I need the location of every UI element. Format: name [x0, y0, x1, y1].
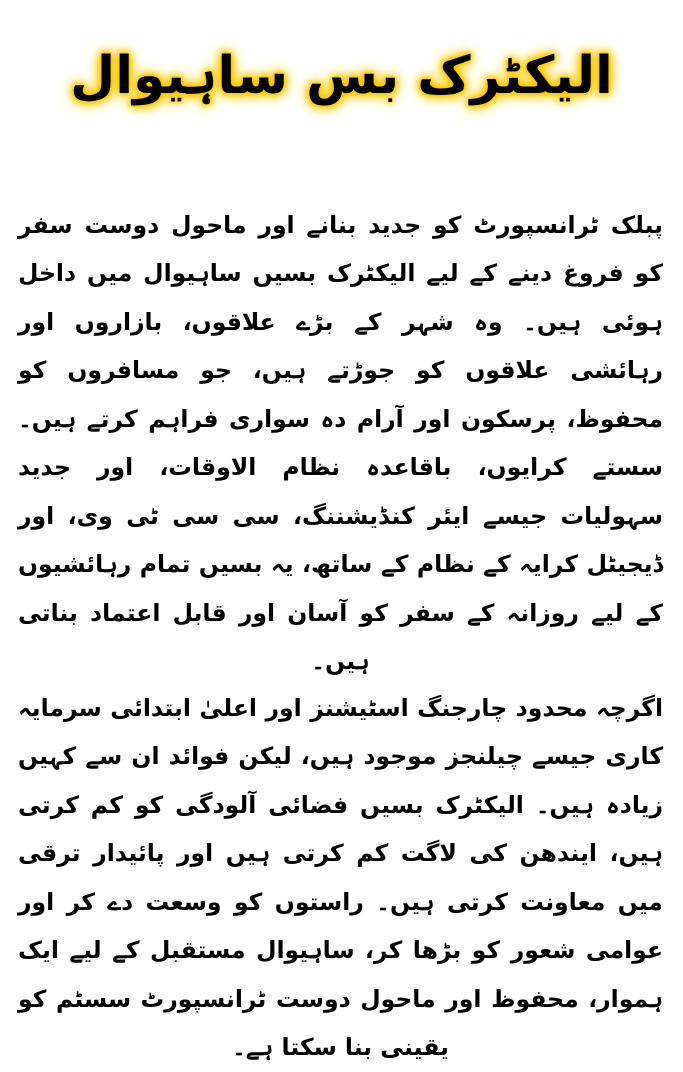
paragraph-challenges: اگرچہ محدود چارجنگ اسٹیشنز اور اعلیٰ ابتدائی سرمایہ کاری جیسے چیلنجز موجود ہیں، لیکن فوائد ان سے کہیں زیادہ ہیں۔ الیکٹرک بسیں فضائی آلودگی کو کم کرتی ہیں، ایندھن کی لاگت کم کرتی ہیں اور پائیدار ترقی میں معاونت کرتی ہیں۔ راستوں کو وسعت دے کر اور عوامی شعور کو بڑھا کر، ساہیوال مستقبل کے لیے ایک ہموار، محفوظ اور ماحول دوست ٹرانسپورٹ سسٹم کو یقینی بنا سکتا ہے۔	[18, 693, 663, 1061]
page-title: الیکٹرک بس ساہیوال	[70, 46, 613, 106]
paragraph-intro: پبلک ٹرانسپورٹ کو جدید بنانے اور ماحول دوست سفر کو فروغ دینے کے لیے الیکٹرک بسیں ساہیوال میں داخل ہوئی ہیں۔ وہ شہر کے بڑے علاقوں، بازاروں اور رہائشی علاقوں کو جوڑتے ہیں، جو مسافروں کو محفوظ، پرسکون اور آرام دہ سواری فراہم کرتے ہیں۔ سستے کرایوں، باقاعدہ نظام الاوقات، اور جدید سہولیات جیسے ایئر کنڈیشننگ، سی سی ٹی وی، اور ڈیجیٹل کرایہ کے نظام کے ساتھ، یہ بسیں تمام رہائشیوں کے لیے روزانہ کے سفر کو آسان اور قابل اعتماد بناتی ہیں۔	[18, 210, 663, 675]
